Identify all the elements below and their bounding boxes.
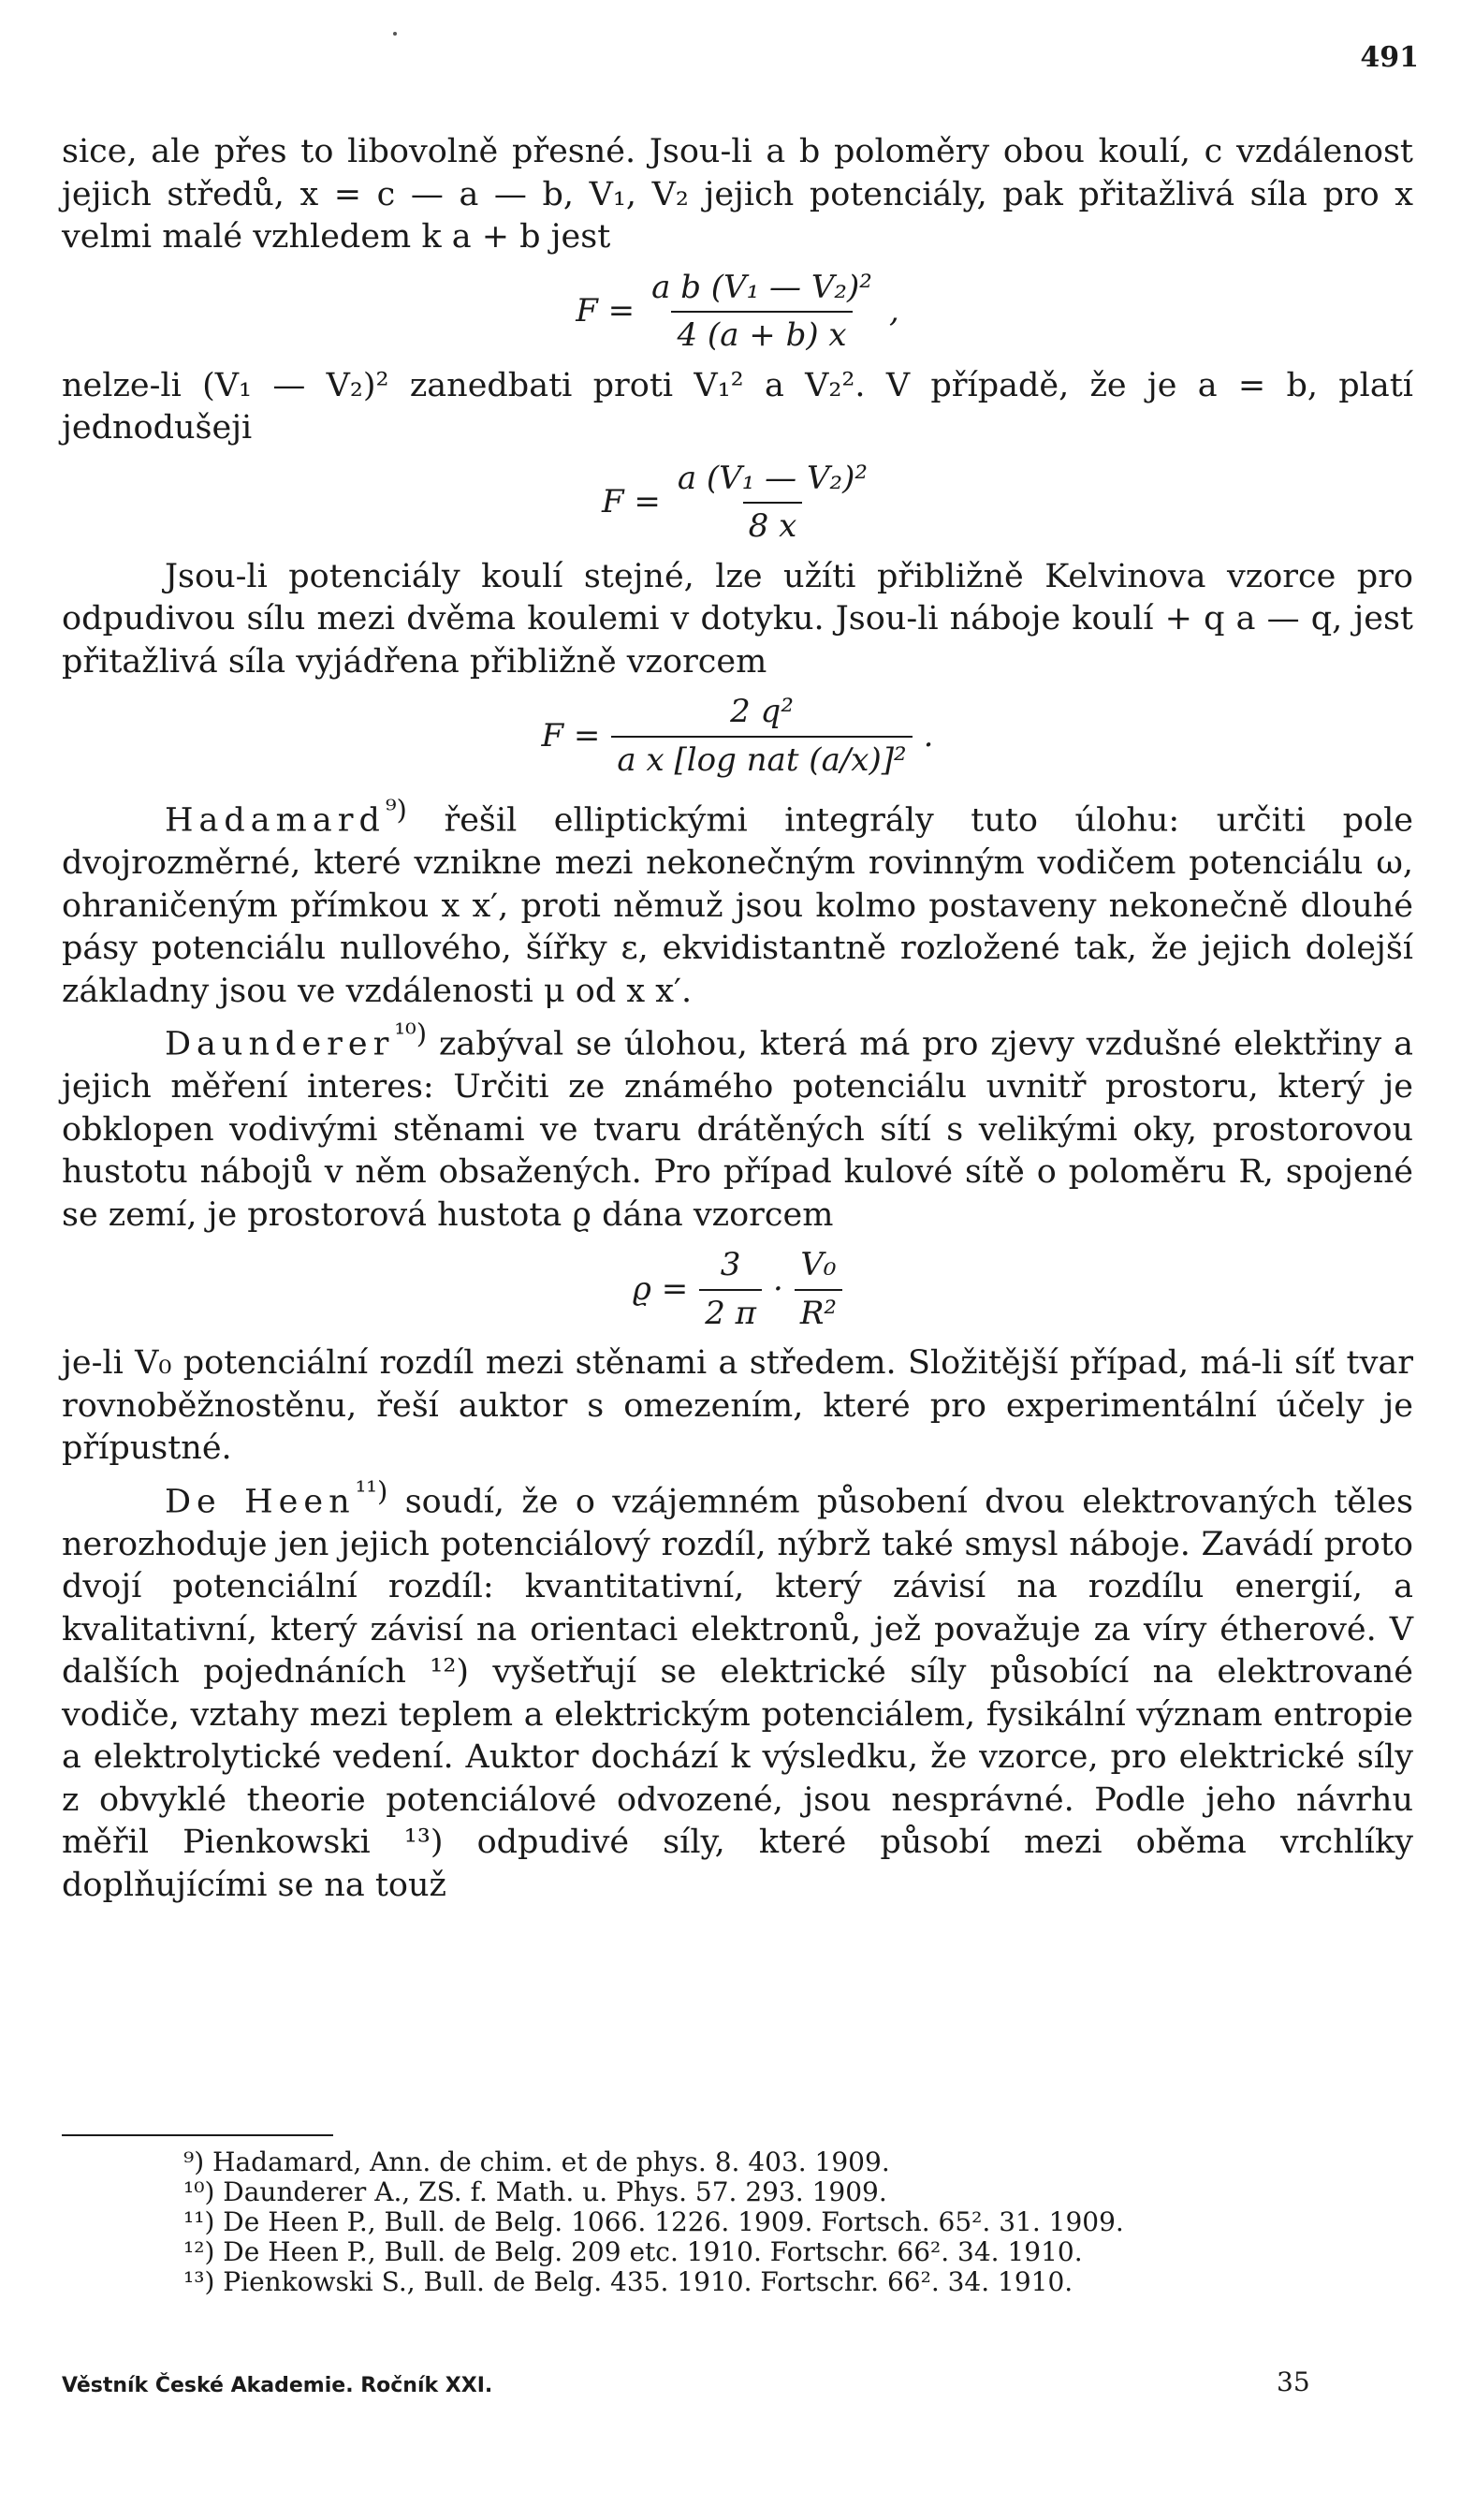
denominator: 4 (a + b) x [671, 311, 852, 358]
page-body [62, 131, 1413, 1907]
footnote-11: ¹¹) De Heen P., Bull. de Belg. 1066. 1226. 1909. Fortsch. 65². 31. 1909. [183, 2206, 1124, 2237]
formula-attraction [62, 267, 1413, 358]
footnote-ref: ⁹) [385, 794, 407, 826]
footnote-ref: ¹¹) [355, 1474, 388, 1507]
journal-footer: Věstník České Akademie. Ročník XXI. [62, 2374, 493, 2397]
paragraph-text: zabýval se úlohou, která má pro zjevy vzdušné elektřiny a jejich měření interes: Určiti ze známého potenciálu uvnitř prostoru, který je obklopen vodivými stěnami ve tvaru drátěných sítí s velikými oky, prostorovou hustotu nábojů v něm obsažených. Pro případ kulové sítě o poloměru R, spojené se zemí, je prostorová hustota ϱ dána vzorcem [62, 1025, 1413, 1234]
formula-lhs: F = [576, 292, 635, 330]
formula-punct: , [888, 292, 899, 330]
formula-kelvin [62, 691, 1413, 782]
paragraph-text: soudí, že o vzájemném působení dvou elektrovaných těles nerozhoduje jen jejich potenciálový rozdíl, nýbrž také smysl náboje. Zavádí proto dvojí potenciální rozdíl: kvantitativní, který závisí na rozdílu energií, a kvalitativní, který závisí na orientaci elektronů, jež považuje za víry étherové. V dalších pojednáních ¹²) vyšetřují se elektrické síly působící na elektrované vodiče, vztahy mezi teplem a elektrickým potenciálem, fysikální význam entropie a elektrolytické vedení. Auktor dochází k výsledku, že vzorce, pro elektrické síly z obvyklé theorie potenciálové odvozené, jsou nesprávné. Podle jeho návrhu měřil Pienkowski ¹³) odpudivé síly, které působí mezi oběma vrchlíky doplňujícími se na touž [62, 1483, 1413, 1904]
formula-equal-radii [62, 458, 1413, 549]
footnote-10: ¹⁰) Daunderer A., ZS. f. Math. u. Phys. 57. 293. 1909. [183, 2176, 887, 2207]
numerator: a b (V₁ — V₂)² [651, 268, 872, 306]
footnote-ref: ¹⁰) [394, 1018, 428, 1050]
paragraph-hadamard [62, 789, 1413, 1013]
paragraph-1: sice, ale přes to libovolně přesné. Jsou-li a b poloměry obou koulí, c vzdálenost jejich středů, x = c — a — b, V₁, V₂ jejich potenciály, pak přitažlivá síla pro x velmi malé vzhledem k a + b jest [62, 133, 1413, 256]
author-name: Hadamard [165, 801, 386, 840]
footnote-13: ¹³) Pienkowski S., Bull. de Belg. 435. 1910. Fortschr. 66². 34. 1910. [183, 2266, 1073, 2297]
fraction [672, 458, 873, 549]
fraction [699, 1244, 762, 1335]
denominator: 8 x [743, 502, 803, 549]
author-name: De Heen [165, 1483, 356, 1521]
stray-dot [393, 32, 397, 36]
numerator: a (V₁ — V₂)² [677, 459, 869, 497]
footnote-9: ⁹) Hadamard, Ann. de chim. et de phys. 8. 403. 1909. [183, 2146, 890, 2177]
formula-punct: . [923, 716, 934, 755]
paragraph-2: nelze-li (V₁ — V₂)² zanedbati proti V₁² a V₂². V případě, že je a = b, platí jednodušeji [62, 366, 1413, 447]
page-number: 491 [1360, 41, 1419, 74]
multiply-dot: · [773, 1270, 783, 1309]
fraction [611, 691, 912, 782]
denominator: R² [795, 1289, 842, 1336]
denominator: a x [log nat (a/x)]² [611, 736, 912, 783]
footnote-12: ¹²) De Heen P., Bull. de Belg. 209 etc. 1910. Fortschr. 66². 34. 1910. [183, 2236, 1083, 2267]
numerator: 2 q² [730, 693, 794, 730]
sheet-number: 35 [1277, 2366, 1310, 2397]
numerator: V₀ [800, 1246, 837, 1284]
formula-lhs: F = [601, 483, 661, 521]
formula-density [62, 1244, 1413, 1335]
denominator: 2 π [699, 1289, 762, 1336]
numerator: 3 [720, 1246, 741, 1284]
fraction [646, 267, 878, 358]
paragraph-3: Jsou-li potenciály koulí stejné, lze užíti přibližně Kelvinova vzorce pro odpudivou sílu mezi dvěma koulemi v dotyku. Jsou-li náboje koulí + q a — q, jest přitažlivá síla vyjádřena přibližně vzorcem [62, 557, 1413, 681]
formula-lhs: F = [541, 716, 601, 755]
formula-lhs: ϱ = [632, 1270, 689, 1309]
author-name: Daunderer [165, 1025, 395, 1063]
paragraph-text: řešil elliptickými integrály tuto úlohu: určiti pole dvojrozměrné, které vznikne mezi nekonečným rovinným vodičem potenciálu ω, ohraničeným přímkou x x′, proti němuž jsou kolmo postaveny nekonečně dlouhé pásy potenciálu nullového, šířky ε, ekvidistantně rozložené tak, že jejich dolejší základny jsou ve vzdálenosti μ od x x′. [62, 801, 1413, 1010]
fraction [795, 1244, 842, 1335]
paragraph-deheen [62, 1471, 1413, 1908]
paragraph-daunderer [62, 1013, 1413, 1237]
footnotes [62, 2117, 1413, 2297]
paragraph-6: je-li V₀ potenciální rozdíl mezi stěnami a středem. Složitější případ, má-li síť tvar rovnoběžnostěnu, řeší auktor s omezením, které pro experimentální účely je přípustné. [62, 1344, 1413, 1468]
footnote-rule [62, 2134, 333, 2136]
